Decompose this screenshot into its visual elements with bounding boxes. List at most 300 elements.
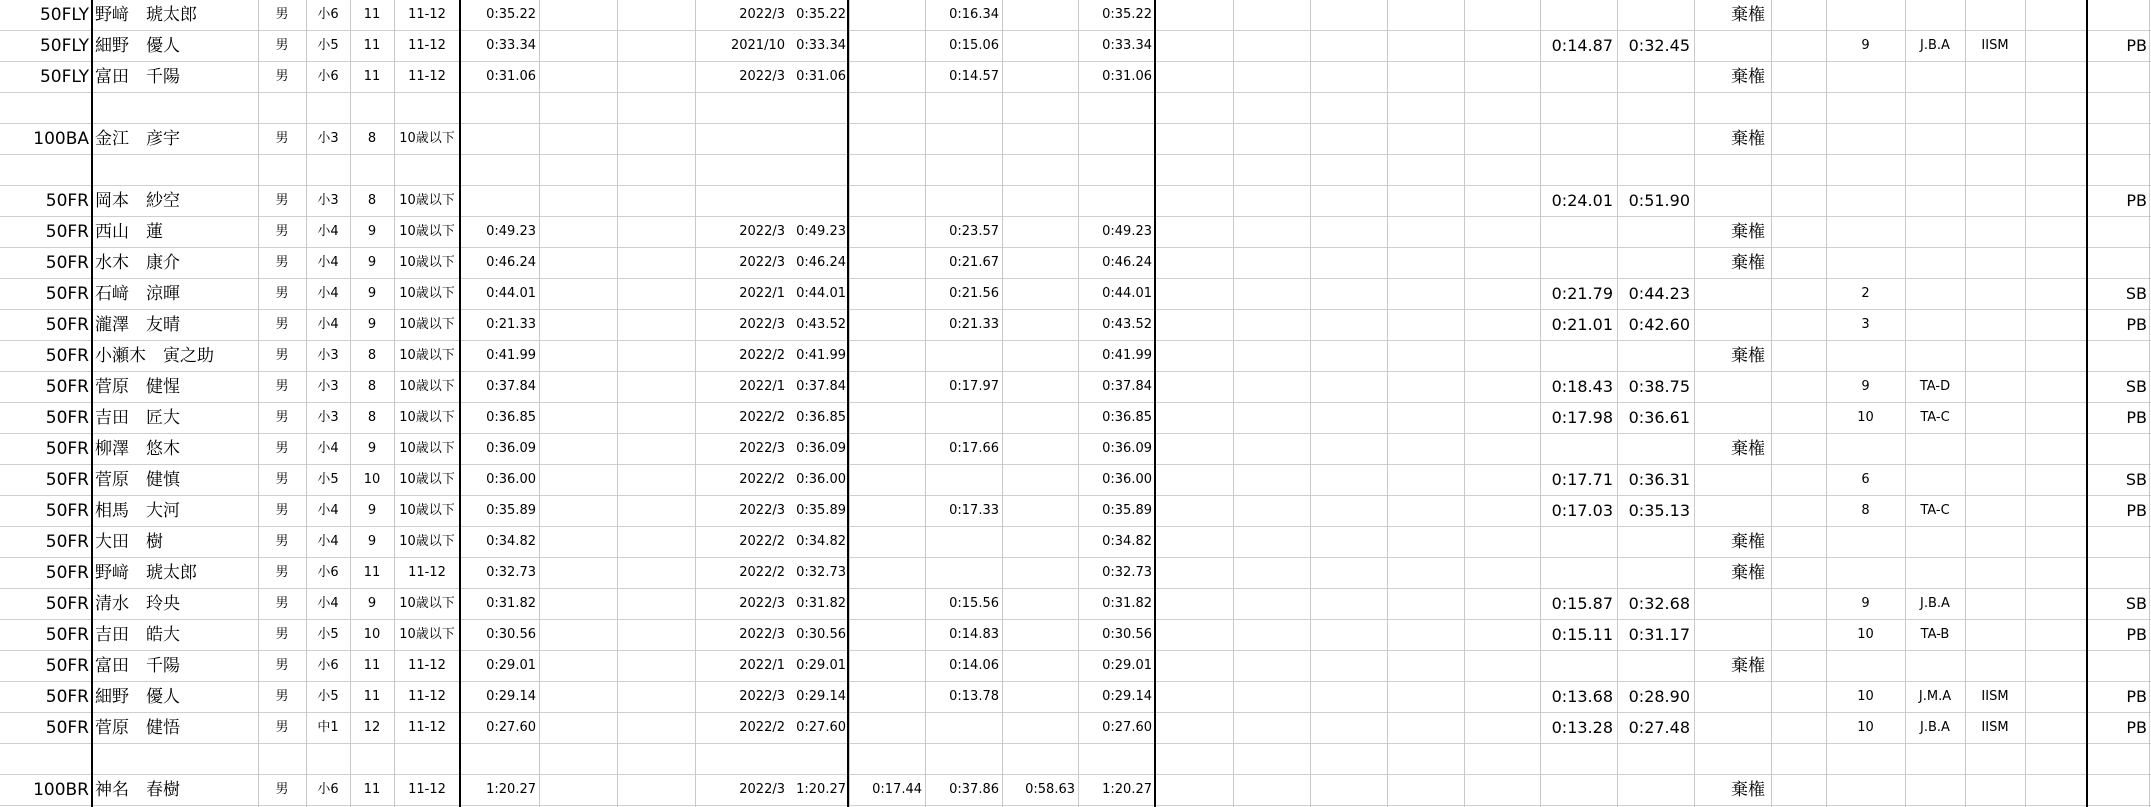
standard-cell[interactable]	[1905, 558, 1965, 588]
split1-cell[interactable]	[849, 372, 925, 402]
event-cell[interactable]: 50FLY	[39, 5, 89, 25]
name-cell[interactable]: 小瀬木 寅之助	[95, 346, 214, 366]
rank-cell[interactable]	[1826, 558, 1905, 588]
age-cell[interactable]	[350, 744, 394, 774]
time-cell[interactable]: 0:41.99	[796, 348, 846, 363]
best-time-cell[interactable]: 0:41.99	[486, 348, 536, 363]
time-cell[interactable]: 0:29.14	[796, 689, 846, 704]
final-time-cell[interactable]: 0:36.09	[1102, 441, 1152, 456]
standard2-cell[interactable]	[1965, 496, 2025, 526]
split2-cell[interactable]: 0:15.56	[949, 596, 999, 611]
time-cell[interactable]: 0:46.24	[796, 255, 846, 270]
reaction-cell[interactable]	[1540, 434, 1617, 464]
standard-cell[interactable]	[1905, 527, 1965, 557]
final-time-cell[interactable]	[1078, 186, 1155, 216]
time-cell[interactable]: 0:35.89	[796, 503, 846, 518]
reaction-cell[interactable]	[1540, 341, 1617, 371]
split1-cell[interactable]	[849, 744, 925, 774]
time-cell[interactable]: 0:43.52	[796, 317, 846, 332]
sex-cell[interactable]	[258, 93, 306, 123]
split2-cell[interactable]: 0:15.06	[949, 38, 999, 53]
age-cell[interactable]: 8	[367, 379, 377, 394]
standard2-cell[interactable]	[1965, 248, 2025, 278]
split1-cell[interactable]	[849, 403, 925, 433]
age-cell[interactable]: 11	[363, 689, 381, 704]
entry-time-cell[interactable]: 0:38.75	[1628, 377, 1690, 396]
rank-cell[interactable]	[1826, 93, 1905, 123]
age-cell[interactable]: 10	[363, 627, 381, 642]
final-time-cell[interactable]: 0:32.73	[1102, 565, 1152, 580]
date-cell[interactable]: 2022/2	[739, 534, 785, 549]
best-time-cell[interactable]	[460, 744, 539, 774]
age-cell[interactable]: 9	[367, 224, 377, 239]
sex-cell[interactable]: 男	[275, 348, 289, 363]
date-cell[interactable]: 2022/2	[739, 720, 785, 735]
sex-cell[interactable]	[258, 744, 306, 774]
agegroup-cell[interactable]: 10歳以下	[399, 286, 455, 301]
best-time-cell[interactable]: 0:44.01	[486, 286, 536, 301]
name-cell[interactable]: 野﨑 琥太郎	[95, 5, 197, 25]
reaction-cell[interactable]: 0:17.71	[1551, 470, 1613, 489]
final-time-cell[interactable]: 0:41.99	[1102, 348, 1152, 363]
split3-cell[interactable]	[1002, 496, 1078, 526]
event-cell[interactable]: 50FLY	[39, 67, 89, 87]
grade-cell[interactable]: 小4	[317, 286, 339, 301]
split2-cell[interactable]: 0:14.06	[949, 658, 999, 673]
best-time-cell[interactable]: 0:21.33	[486, 317, 536, 332]
grade-cell[interactable]: 小4	[317, 441, 339, 456]
pb-cell[interactable]: PB	[2126, 687, 2147, 706]
standard-cell[interactable]	[1905, 465, 1965, 495]
reaction-cell[interactable]: 0:24.01	[1551, 191, 1613, 210]
declined-cell[interactable]: 棄権	[1731, 129, 1765, 149]
event-cell[interactable]: 50FR	[45, 501, 89, 521]
agegroup-cell[interactable]: 11-12	[408, 720, 446, 735]
date-cell[interactable]: 2022/2	[739, 348, 785, 363]
grade-cell[interactable]: 小5	[317, 38, 339, 53]
rank-cell[interactable]	[1826, 434, 1905, 464]
reaction-cell[interactable]: 0:17.98	[1551, 408, 1613, 427]
pb-cell[interactable]: SB	[2125, 377, 2147, 396]
split3-cell[interactable]	[1002, 155, 1078, 185]
split2-cell[interactable]: 0:17.97	[949, 379, 999, 394]
entry-time-cell[interactable]: 0:42.60	[1628, 315, 1690, 334]
split2-cell[interactable]: 0:37.86	[949, 782, 999, 797]
final-time-cell[interactable]	[1078, 744, 1155, 774]
time-cell[interactable]: 0:33.34	[796, 38, 846, 53]
best-time-cell[interactable]: 0:33.34	[486, 38, 536, 53]
final-time-cell[interactable]: 0:31.06	[1102, 69, 1152, 84]
best-time-cell[interactable]: 0:35.89	[486, 503, 536, 518]
pb-cell[interactable]: PB	[2126, 36, 2147, 55]
reaction-cell[interactable]	[1540, 217, 1617, 247]
rank-cell[interactable]: 9	[1861, 38, 1870, 53]
split2-cell[interactable]: 0:23.57	[949, 224, 999, 239]
agegroup-cell[interactable]: 10歳以下	[399, 410, 455, 425]
name-cell[interactable]: 金江 彦宇	[95, 129, 180, 149]
best-time-cell[interactable]: 0:36.00	[486, 472, 536, 487]
name-cell[interactable]: 西山 蓮	[95, 222, 163, 242]
pb-cell[interactable]: PB	[2126, 501, 2147, 520]
split3-cell[interactable]	[1002, 310, 1078, 340]
grade-cell[interactable]: 小4	[317, 596, 339, 611]
standard-cell[interactable]: TA-C	[1920, 503, 1950, 518]
grade-cell[interactable]	[306, 93, 350, 123]
age-cell[interactable]: 8	[367, 193, 377, 208]
standard2-cell[interactable]	[1965, 465, 2025, 495]
date-cell[interactable]: 2022/3	[739, 69, 785, 84]
standard2-cell[interactable]	[1965, 527, 2025, 557]
rank-cell[interactable]: 10	[1857, 689, 1874, 704]
name-cell[interactable]: 岡本 紗空	[95, 191, 180, 211]
rank-cell[interactable]	[1826, 217, 1905, 247]
agegroup-cell[interactable]: 10歳以下	[399, 441, 455, 456]
standard-cell[interactable]: J.B.A	[1920, 38, 1950, 53]
standard2-cell[interactable]: IISM	[1981, 689, 2009, 704]
split1-cell[interactable]	[849, 217, 925, 247]
date-cell[interactable]: 2022/3	[739, 224, 785, 239]
standard-cell[interactable]	[1905, 248, 1965, 278]
event-cell[interactable]: 50FR	[45, 253, 89, 273]
event-cell[interactable]: 50FR	[45, 346, 89, 366]
event-cell[interactable]	[0, 155, 92, 185]
time-cell[interactable]: 1:20.27	[796, 782, 846, 797]
rank-cell[interactable]	[1826, 0, 1905, 30]
date-cell[interactable]	[695, 186, 789, 216]
final-time-cell[interactable]: 0:43.52	[1102, 317, 1152, 332]
agegroup-cell[interactable]: 11-12	[408, 782, 446, 797]
agegroup-cell[interactable]: 10歳以下	[399, 317, 455, 332]
declined-cell[interactable]: 棄権	[1731, 222, 1765, 242]
rank-cell[interactable]	[1826, 744, 1905, 774]
standard-cell[interactable]	[1905, 217, 1965, 247]
standard-cell[interactable]: TA-D	[1919, 379, 1951, 394]
split2-cell[interactable]	[925, 155, 1002, 185]
declined-cell[interactable]: 棄権	[1731, 439, 1765, 459]
pb-cell[interactable]	[2087, 248, 2151, 278]
best-time-cell[interactable]: 0:35.22	[486, 7, 536, 22]
pb-cell[interactable]	[2087, 0, 2151, 30]
sex-cell[interactable]: 男	[275, 193, 289, 208]
declined-cell[interactable]: 棄権	[1731, 563, 1765, 583]
name-cell[interactable]: 大田 樹	[95, 532, 163, 552]
standard-cell[interactable]: TA-C	[1920, 410, 1950, 425]
event-cell[interactable]: 50FR	[45, 439, 89, 459]
rank-cell[interactable]	[1826, 527, 1905, 557]
agegroup-cell[interactable]: 10歳以下	[399, 534, 455, 549]
date-cell[interactable]: 2022/2	[739, 410, 785, 425]
sex-cell[interactable]: 男	[275, 596, 289, 611]
event-cell[interactable]: 50FR	[45, 315, 89, 335]
split1-cell[interactable]	[849, 248, 925, 278]
sex-cell[interactable]: 男	[275, 131, 289, 146]
time-cell[interactable]	[789, 744, 849, 774]
standard2-cell[interactable]	[1965, 279, 2025, 309]
sex-cell[interactable]: 男	[275, 286, 289, 301]
split1-cell[interactable]: 0:17.44	[872, 782, 922, 797]
best-time-cell[interactable]: 0:37.84	[486, 379, 536, 394]
split2-cell[interactable]: 0:21.56	[949, 286, 999, 301]
final-time-cell[interactable]: 0:36.00	[1102, 472, 1152, 487]
split2-cell[interactable]	[925, 93, 1002, 123]
entry-time-cell[interactable]: 0:32.45	[1628, 36, 1690, 55]
age-cell[interactable]: 11	[363, 658, 381, 673]
time-cell[interactable]: 0:49.23	[796, 224, 846, 239]
split1-cell[interactable]	[849, 341, 925, 371]
grade-cell[interactable]	[306, 155, 350, 185]
event-cell[interactable]: 50FR	[45, 222, 89, 242]
agegroup-cell[interactable]: 11-12	[408, 38, 446, 53]
split1-cell[interactable]	[849, 465, 925, 495]
grade-cell[interactable]: 小6	[317, 69, 339, 84]
standard2-cell[interactable]	[1965, 93, 2025, 123]
name-cell[interactable]: 吉田 匠大	[95, 408, 180, 428]
split1-cell[interactable]	[849, 558, 925, 588]
date-cell[interactable]	[695, 155, 789, 185]
split1-cell[interactable]	[849, 620, 925, 650]
standard-cell[interactable]: J.B.A	[1920, 720, 1950, 735]
event-cell[interactable]: 50FR	[45, 687, 89, 707]
reaction-cell[interactable]: 0:21.01	[1551, 315, 1613, 334]
date-cell[interactable]: 2022/1	[739, 658, 785, 673]
split3-cell[interactable]	[1002, 279, 1078, 309]
final-time-cell[interactable]: 0:27.60	[1102, 720, 1152, 735]
reaction-cell[interactable]	[1540, 62, 1617, 92]
standard2-cell[interactable]: IISM	[1981, 38, 2009, 53]
split3-cell[interactable]	[1002, 217, 1078, 247]
sex-cell[interactable]: 男	[275, 224, 289, 239]
date-cell[interactable]: 2022/1	[739, 286, 785, 301]
best-time-cell[interactable]	[460, 155, 539, 185]
split3-cell[interactable]	[1002, 403, 1078, 433]
rank-cell[interactable]: 8	[1861, 503, 1870, 518]
name-cell[interactable]: 石﨑 涼暉	[95, 284, 180, 304]
date-cell[interactable]: 2022/3	[739, 596, 785, 611]
sex-cell[interactable]: 男	[275, 627, 289, 642]
event-cell[interactable]: 50FR	[45, 284, 89, 304]
split1-cell[interactable]	[849, 527, 925, 557]
reaction-cell[interactable]: 0:21.79	[1551, 284, 1613, 303]
final-time-cell[interactable]: 0:31.82	[1102, 596, 1152, 611]
time-cell[interactable]: 0:44.01	[796, 286, 846, 301]
grade-cell[interactable]: 小4	[317, 317, 339, 332]
rank-cell[interactable]	[1826, 341, 1905, 371]
time-cell[interactable]	[789, 155, 849, 185]
sex-cell[interactable]: 男	[275, 503, 289, 518]
final-time-cell[interactable]: 0:29.14	[1102, 689, 1152, 704]
pb-cell[interactable]: PB	[2126, 625, 2147, 644]
declined-cell[interactable]: 棄権	[1731, 532, 1765, 552]
best-time-cell[interactable]: 0:49.23	[486, 224, 536, 239]
age-cell[interactable]	[350, 155, 394, 185]
pb-cell[interactable]: PB	[2126, 315, 2147, 334]
event-cell[interactable]: 50FR	[45, 563, 89, 583]
standard2-cell[interactable]: IISM	[1981, 720, 2009, 735]
agegroup-cell[interactable]: 11-12	[408, 69, 446, 84]
final-time-cell[interactable]: 1:20.27	[1102, 782, 1152, 797]
standard-cell[interactable]	[1905, 434, 1965, 464]
split2-cell[interactable]	[925, 713, 1002, 743]
standard2-cell[interactable]	[1965, 341, 2025, 371]
entry-time-cell[interactable]: 0:32.68	[1628, 594, 1690, 613]
entry-time-cell[interactable]: 0:36.61	[1628, 408, 1690, 427]
final-time-cell[interactable]: 0:35.22	[1102, 7, 1152, 22]
name-cell[interactable]: 神名 春樹	[95, 780, 180, 800]
grade-cell[interactable]: 小5	[317, 689, 339, 704]
date-cell[interactable]: 2022/3	[739, 627, 785, 642]
pb-cell[interactable]	[2087, 651, 2151, 681]
time-cell[interactable]: 0:36.85	[796, 410, 846, 425]
declined-cell[interactable]: 棄権	[1731, 780, 1765, 800]
rank-cell[interactable]: 10	[1857, 410, 1874, 425]
split1-cell[interactable]	[849, 279, 925, 309]
standard2-cell[interactable]	[1965, 372, 2025, 402]
grade-cell[interactable]: 小3	[317, 193, 339, 208]
split1-cell[interactable]	[849, 310, 925, 340]
sex-cell[interactable]: 男	[275, 534, 289, 549]
pb-cell[interactable]	[2087, 775, 2151, 805]
split3-cell[interactable]	[1002, 744, 1078, 774]
reaction-cell[interactable]: 0:17.03	[1551, 501, 1613, 520]
reaction-cell[interactable]	[1540, 124, 1617, 154]
best-time-cell[interactable]: 0:36.09	[486, 441, 536, 456]
sex-cell[interactable]: 男	[275, 410, 289, 425]
best-time-cell[interactable]: 0:31.06	[486, 69, 536, 84]
name-cell[interactable]: 水木 康介	[95, 253, 180, 273]
time-cell[interactable]	[789, 186, 849, 216]
grade-cell[interactable]: 小6	[317, 782, 339, 797]
split2-cell[interactable]: 0:14.83	[949, 627, 999, 642]
split3-cell[interactable]	[1002, 434, 1078, 464]
reaction-cell[interactable]: 0:13.28	[1551, 718, 1613, 737]
split1-cell[interactable]	[849, 155, 925, 185]
pb-cell[interactable]	[2087, 217, 2151, 247]
final-time-cell[interactable]: 0:46.24	[1102, 255, 1152, 270]
standard2-cell[interactable]	[1965, 155, 2025, 185]
grade-cell[interactable]: 小6	[317, 658, 339, 673]
reaction-cell[interactable]	[1540, 248, 1617, 278]
standard-cell[interactable]	[1905, 62, 1965, 92]
standard-cell[interactable]: J.M.A	[1918, 689, 1952, 704]
agegroup-cell[interactable]: 10歳以下	[399, 627, 455, 642]
best-time-cell[interactable]: 0:29.14	[486, 689, 536, 704]
time-cell[interactable]: 0:36.00	[796, 472, 846, 487]
split2-cell[interactable]	[925, 558, 1002, 588]
sex-cell[interactable]: 男	[275, 379, 289, 394]
sex-cell[interactable]: 男	[275, 317, 289, 332]
reaction-cell[interactable]: 0:13.68	[1551, 687, 1613, 706]
time-cell[interactable]: 0:36.09	[796, 441, 846, 456]
best-time-cell[interactable]: 1:20.27	[486, 782, 536, 797]
age-cell[interactable]: 9	[367, 255, 377, 270]
final-time-cell[interactable]: 0:36.85	[1102, 410, 1152, 425]
rank-cell[interactable]: 9	[1861, 379, 1870, 394]
split3-cell[interactable]	[1002, 682, 1078, 712]
time-cell[interactable]: 0:37.84	[796, 379, 846, 394]
date-cell[interactable]: 2022/3	[739, 503, 785, 518]
best-time-cell[interactable]: 0:29.01	[486, 658, 536, 673]
reaction-cell[interactable]	[1540, 651, 1617, 681]
standard-cell[interactable]	[1905, 155, 1965, 185]
standard-cell[interactable]: J.B.A	[1920, 596, 1950, 611]
standard2-cell[interactable]	[1965, 558, 2025, 588]
agegroup-cell[interactable]: 10歳以下	[399, 596, 455, 611]
split3-cell[interactable]	[1002, 31, 1078, 61]
best-time-cell[interactable]	[460, 93, 539, 123]
split1-cell[interactable]	[849, 434, 925, 464]
event-cell[interactable]: 50FR	[45, 191, 89, 211]
age-cell[interactable]: 9	[367, 441, 377, 456]
agegroup-cell[interactable]	[394, 155, 460, 185]
grade-cell[interactable]: 小3	[317, 410, 339, 425]
split1-cell[interactable]	[849, 682, 925, 712]
final-time-cell[interactable]: 0:35.89	[1102, 503, 1152, 518]
age-cell[interactable]: 9	[367, 286, 377, 301]
standard-cell[interactable]	[1905, 0, 1965, 30]
age-cell[interactable]: 11	[363, 69, 381, 84]
split2-cell[interactable]	[925, 124, 1002, 154]
split1-cell[interactable]	[849, 589, 925, 619]
age-cell[interactable]: 11	[363, 782, 381, 797]
standard-cell[interactable]	[1905, 744, 1965, 774]
pb-cell[interactable]	[2087, 744, 2151, 774]
event-cell[interactable]	[0, 744, 92, 774]
pb-cell[interactable]: PB	[2126, 408, 2147, 427]
name-cell[interactable]: 柳澤 悠木	[95, 439, 180, 459]
reaction-cell[interactable]	[1540, 0, 1617, 30]
split2-cell[interactable]	[925, 465, 1002, 495]
reaction-cell[interactable]	[1540, 527, 1617, 557]
date-cell[interactable]: 2022/3	[739, 7, 785, 22]
sex-cell[interactable]: 男	[275, 69, 289, 84]
standard2-cell[interactable]	[1965, 651, 2025, 681]
date-cell[interactable]: 2021/10	[730, 38, 785, 53]
pb-cell[interactable]	[2087, 62, 2151, 92]
name-cell[interactable]: 野﨑 琥太郎	[95, 563, 197, 583]
rank-cell[interactable]	[1826, 62, 1905, 92]
split1-cell[interactable]	[849, 0, 925, 30]
rank-cell[interactable]: 2	[1861, 286, 1870, 301]
date-cell[interactable]	[695, 93, 789, 123]
event-cell[interactable]: 50FLY	[39, 36, 89, 56]
standard2-cell[interactable]	[1965, 775, 2025, 805]
event-cell[interactable]: 100BA	[33, 129, 89, 149]
pb-cell[interactable]	[2087, 527, 2151, 557]
pb-cell[interactable]: SB	[2125, 594, 2147, 613]
time-cell[interactable]	[789, 124, 849, 154]
age-cell[interactable]: 12	[363, 720, 381, 735]
reaction-cell[interactable]: 0:18.43	[1551, 377, 1613, 396]
pb-cell[interactable]	[2087, 558, 2151, 588]
pb-cell[interactable]: PB	[2126, 718, 2147, 737]
name-cell[interactable]: 吉田 皓大	[95, 625, 180, 645]
split1-cell[interactable]	[849, 496, 925, 526]
reaction-cell[interactable]	[1540, 155, 1617, 185]
split2-cell[interactable]: 0:13.78	[949, 689, 999, 704]
name-cell[interactable]: 菅原 健悟	[95, 718, 180, 738]
time-cell[interactable]: 0:34.82	[796, 534, 846, 549]
agegroup-cell[interactable]: 11-12	[408, 7, 446, 22]
split2-cell[interactable]	[925, 341, 1002, 371]
split1-cell[interactable]	[849, 186, 925, 216]
best-time-cell[interactable]: 0:31.82	[486, 596, 536, 611]
age-cell[interactable]	[350, 93, 394, 123]
standard-cell[interactable]	[1905, 93, 1965, 123]
best-time-cell[interactable]: 0:46.24	[486, 255, 536, 270]
time-cell[interactable]: 0:30.56	[796, 627, 846, 642]
date-cell[interactable]	[695, 744, 789, 774]
event-cell[interactable]: 50FR	[45, 470, 89, 490]
